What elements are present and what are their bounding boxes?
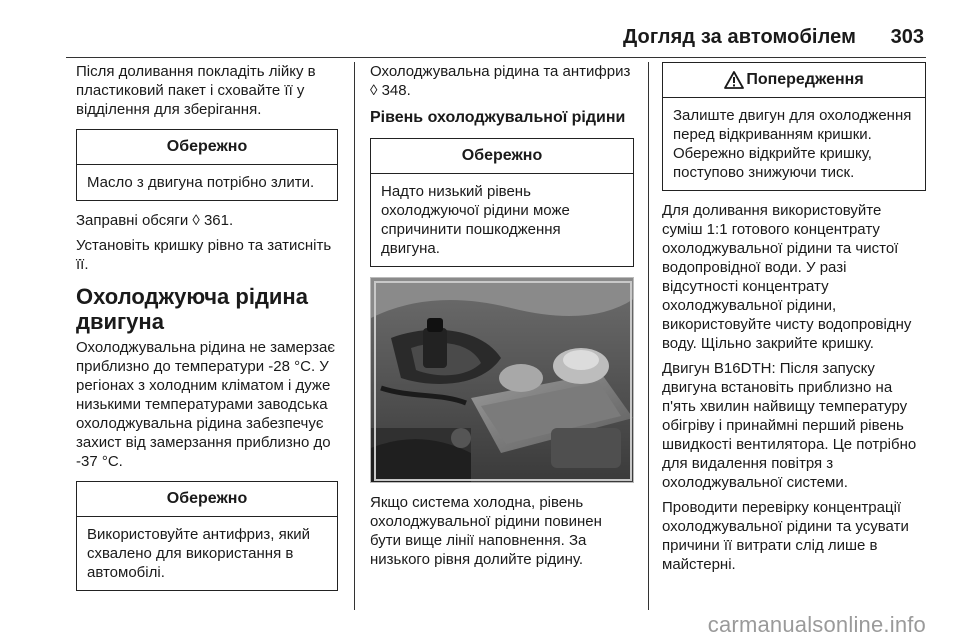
section-heading: Охолоджуюча рідина двигуна	[76, 284, 308, 334]
cross-reference-link[interactable]: Охолоджувальна рідина та антифриз ◊ 348.	[370, 63, 631, 99]
column-2	[370, 62, 634, 569]
caution-text: Використовуйте антифриз, який схвалено для використання в автомобілі.	[87, 526, 311, 581]
paragraph: Для доливання використовуйте суміш 1:1 готового концентрату охолоджувальної рідини та чистої водопровідної води. У разі відсутності концентрату охолоджувальної рідини, використовуйте чисту водопровідну воду. Щільно закрийте кришку.	[662, 202, 912, 352]
warning-header	[663, 63, 925, 98]
paragraph: Якщо система холодна, рівень охолоджувальної рідини повинен бути вище лінії наповнення. За низького рівня долийте рідину.	[370, 494, 602, 568]
caution-text: Масло з двигуна потрібно злити.	[87, 174, 315, 191]
paragraph: Установіть кришку рівно та затисніть її.	[76, 237, 332, 273]
engine-bay-photo	[370, 277, 634, 483]
watermark: carmanualsonline.info	[707, 612, 926, 637]
cross-reference-link[interactable]: Заправні обсяги ◊ 361.	[76, 212, 234, 229]
caution-title: Обережно	[77, 130, 337, 165]
warning-text: Залиште двигун для охолодження перед відкриванням кришки. Обережно відкрийте кришку, поступово знижуючи тиск.	[673, 107, 912, 181]
column-1	[76, 62, 338, 591]
caution-box	[370, 138, 634, 267]
paragraph: Охолоджувальна рідина не замерзає приблизно до температури -28 °C. У регіонах з холодним кліматом і дуже низькими температурами заводська охолоджувальна рідина забезпечує захист від замерзання приблизно до -37 °C.	[76, 339, 336, 470]
warning-triangle-icon	[724, 71, 744, 89]
caution-title: Обережно	[371, 139, 633, 174]
column-divider-1	[354, 62, 355, 610]
column-divider-2	[648, 62, 649, 610]
column-3	[662, 62, 926, 574]
paragraph: Проводити перевірку концентрації охолоджувальної рідини та усувати причини її витрати слід лише в майстерні.	[662, 499, 909, 573]
caution-text: Надто низький рівень охолоджуючої рідини може спричинити пошкодження двигуна.	[381, 183, 570, 257]
header-divider	[66, 57, 926, 58]
caution-title: Обережно	[77, 482, 337, 517]
paragraph: Двигун B16DTH: Після запуску двигуна встановіть приблизно на п'ять хвилин найвищу температуру обігріву і принаймні перший рівень швидкості вентилятора. Це потрібно для видалення повітря з охолоджувальної системи.	[662, 360, 917, 491]
warning-title: Попередження	[746, 71, 864, 88]
page-header	[0, 26, 960, 56]
caution-box	[76, 481, 338, 591]
warning-box	[662, 62, 926, 191]
caution-box	[76, 129, 338, 201]
section-title: Догляд за автомобілем	[622, 26, 856, 48]
paragraph: Після доливання покладіть лійку в пластиковий пакет і сховайте її у відділення для зберігання.	[76, 63, 316, 118]
subheading: Рівень охолоджувальної рідини	[370, 109, 626, 126]
page-number: 303	[890, 26, 924, 48]
